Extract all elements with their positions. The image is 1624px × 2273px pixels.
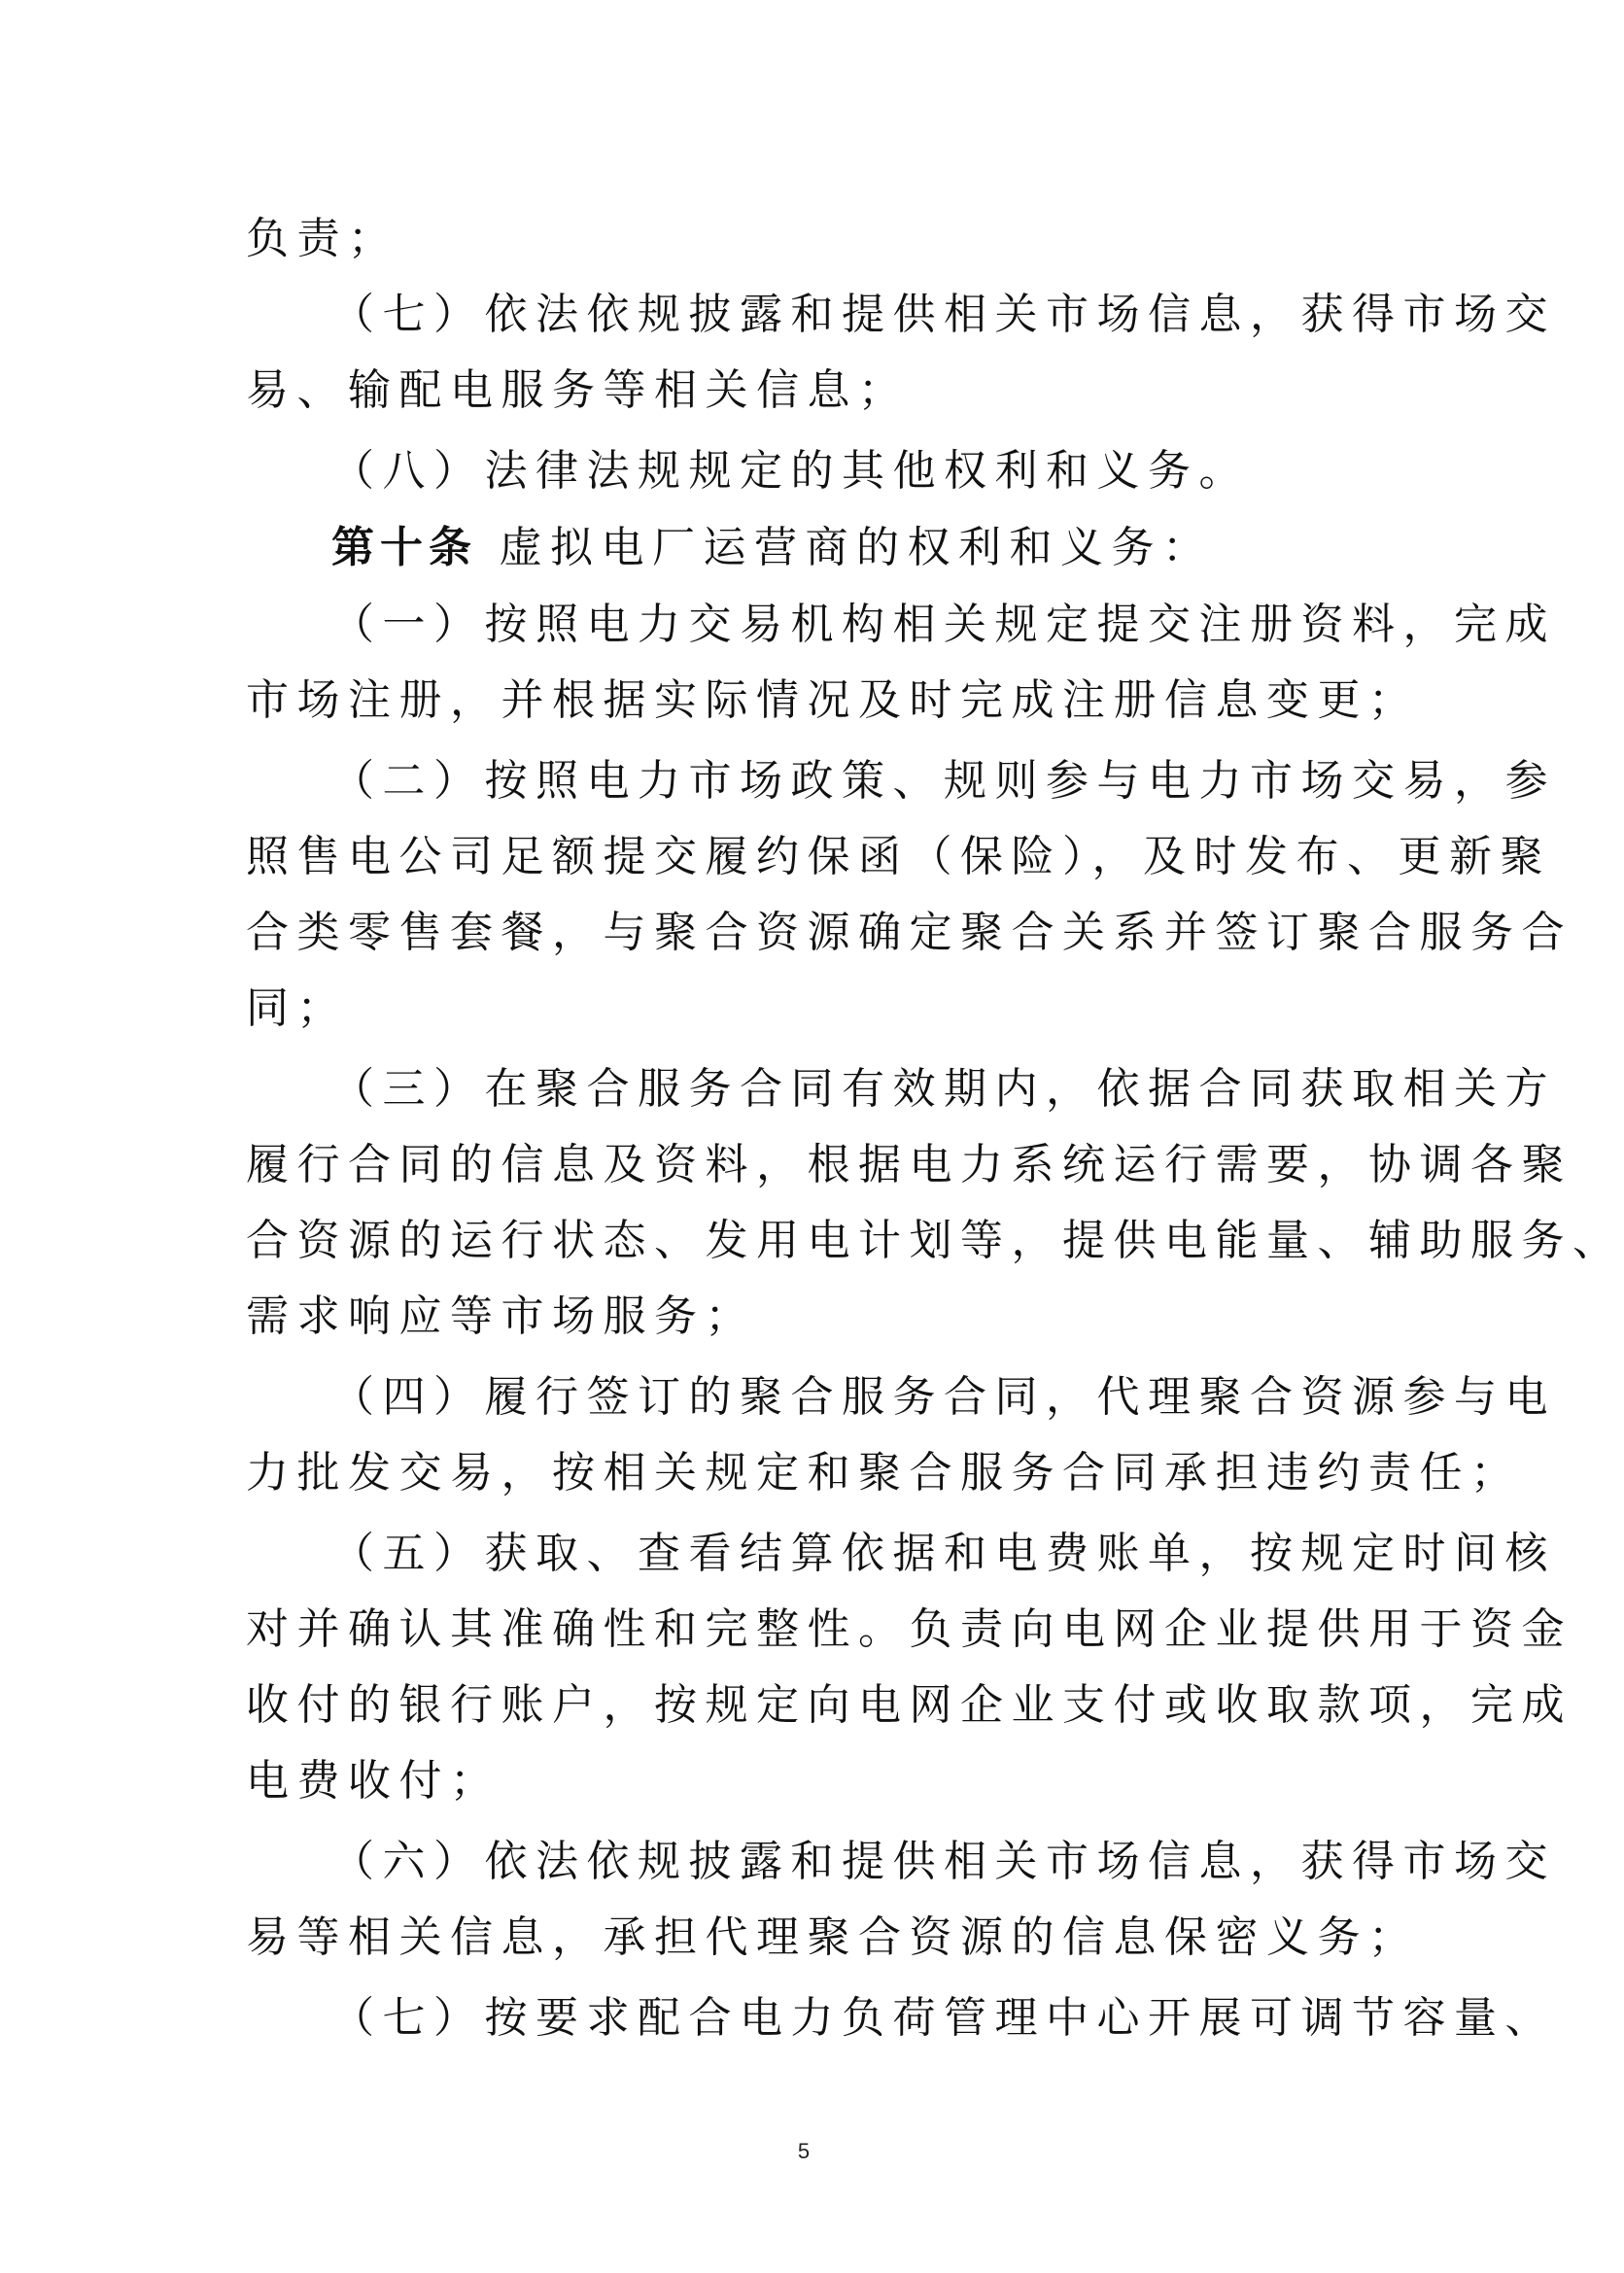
paragraph-line: 负责；: [246, 214, 399, 263]
paragraph-line: 收付的银行账户，按规定向电网企业支付或收取款项，完成: [246, 1680, 1572, 1730]
paragraph-line: （四）履行签订的聚合服务合同，代理聚合资源参与电: [331, 1372, 1556, 1422]
paragraph-line: （五）获取、查看结算依据和电费账单，按规定时间核: [331, 1529, 1556, 1578]
paragraph-line: 照售电公司足额提交履约保函（保险），及时发布、更新聚: [246, 832, 1551, 881]
paragraph-line: 需求响应等市场服务；: [246, 1291, 756, 1341]
article-text: 虚拟电厂运营商的权利和义务：: [499, 523, 1214, 572]
paragraph-line: 合资源的运行状态、发用电计划等，提供电能量、辅助服务、: [246, 1216, 1624, 1265]
paragraph-line: 易、输配电服务等相关信息；: [246, 365, 910, 415]
paragraph-line: 履行合同的信息及资料，根据电力系统运行需要，协调各聚: [246, 1140, 1572, 1189]
paragraph-line: （一）按照电力交易机构相关规定提交注册资料，完成: [331, 600, 1556, 649]
paragraph-line: （七）按要求配合电力负荷管理中心开展可调节容量、: [331, 1993, 1556, 2043]
paragraph-line: （二）按照电力市场政策、规则参与电力市场交易，参: [331, 756, 1556, 806]
article-heading: 第十条: [331, 523, 477, 572]
paragraph-line: 易等相关信息，承担代理聚合资源的信息保密义务；: [246, 1912, 1420, 1962]
paragraph-line: 对并确认其准确性和完整性。负责向电网企业提供用于资金: [246, 1604, 1572, 1654]
paragraph-line: 电费收付；: [246, 1756, 501, 1806]
page-number: 5: [797, 2139, 811, 2163]
article-line: [331, 523, 1373, 573]
paragraph-line: 合类零售套餐，与聚合资源确定聚合关系并签订聚合服务合: [246, 908, 1572, 957]
paragraph-line: 力批发交易，按相关规定和聚合服务合同承担违约责任；: [246, 1448, 1522, 1498]
paragraph-line: （七）依法依规披露和提供相关市场信息，获得市场交: [331, 290, 1556, 339]
paragraph-line: 市场注册，并根据实际情况及时完成注册信息变更；: [246, 675, 1420, 725]
paragraph-line: 同；: [246, 983, 348, 1033]
paragraph-line: （六）依法依规披露和提供相关市场信息，获得市场交: [331, 1837, 1556, 1886]
paragraph-line: （八）法律法规规定的其他权利和义务。: [331, 446, 1250, 496]
paragraph-line: （三）在聚合服务合同有效期内，依据合同获取相关方: [331, 1064, 1556, 1114]
